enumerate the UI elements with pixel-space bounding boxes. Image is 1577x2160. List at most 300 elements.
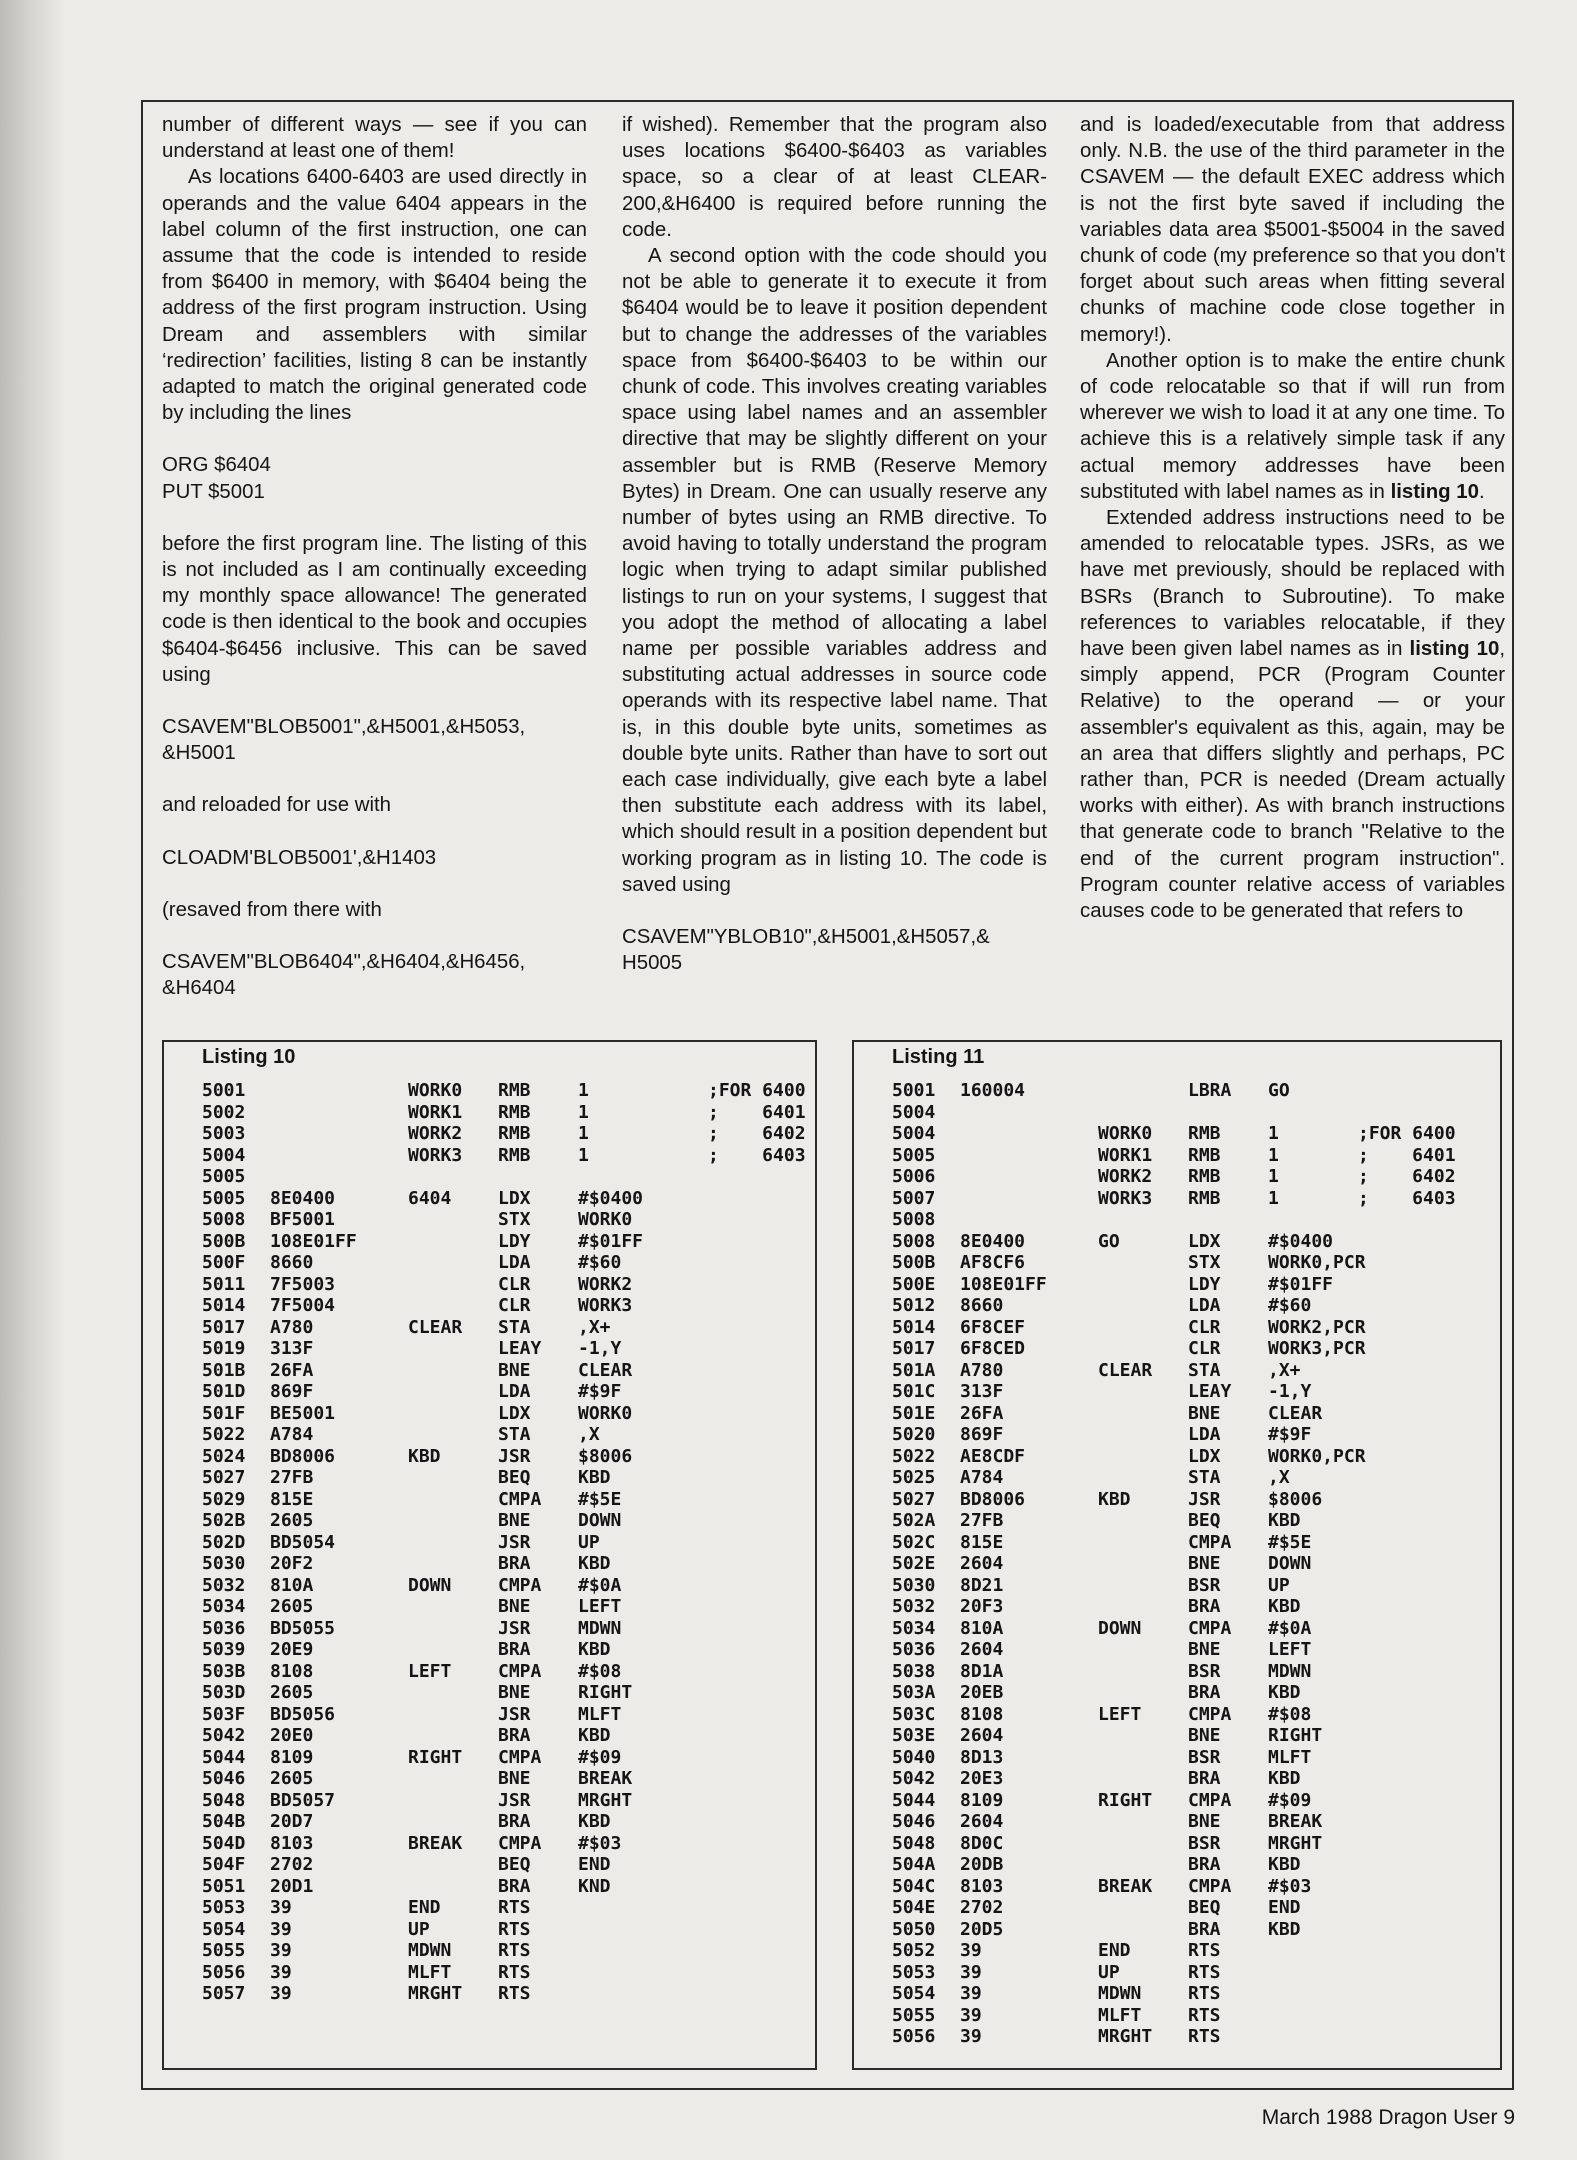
line-address: 5004 — [892, 1101, 936, 1123]
opcode: STA — [498, 1424, 531, 1445]
operand: WORK3 — [578, 1295, 633, 1316]
opcode: BSR — [1188, 1660, 1221, 1682]
operand: ,X+ — [578, 1316, 611, 1338]
object-code: 39 — [270, 1897, 292, 1918]
line-address: 504C — [892, 1875, 936, 1897]
opcode: CMPA — [498, 1488, 542, 1510]
object-code: 8D21 — [960, 1574, 1004, 1596]
line-address: 5034 — [202, 1596, 246, 1617]
opcode: BNE — [1188, 1811, 1221, 1832]
label: RIGHT — [1098, 1789, 1153, 1811]
opcode: JSR — [1188, 1488, 1221, 1510]
opcode: BRA — [1188, 1682, 1221, 1703]
object-code: 39 — [270, 1983, 292, 2004]
opcode: BNE — [498, 1596, 531, 1617]
line-address: 500E — [892, 1273, 936, 1295]
line-address: 5011 — [202, 1273, 246, 1295]
label: 6404 — [408, 1187, 452, 1209]
paragraph: As locations 6400-6403 are used directly in operands and the value 6404 appears in the label column of the first instruction, one can assume that the code is intended to reside from $6400 in memory, with $6404 being the address of the first program instruction. Using Dream and assemblers with similar ‘redirection’ facilities, listing 8 can be instantly adapted to match the original generated code by including the lines — [162, 166, 587, 425]
line-address: 501B — [202, 1359, 246, 1381]
object-code: 20F2 — [270, 1553, 314, 1574]
opcode: BEQ — [1188, 1897, 1221, 1918]
operand: MDWN — [1268, 1660, 1312, 1682]
opcode: RMB — [498, 1101, 531, 1123]
label: DOWN — [408, 1574, 452, 1596]
line-address: 5003 — [202, 1123, 246, 1144]
object-code: BD5054 — [270, 1531, 336, 1553]
opcode: RTS — [1188, 1983, 1221, 2004]
label: GO — [1098, 1230, 1120, 1252]
operand: CLEAR — [578, 1359, 633, 1381]
operand: 1 — [578, 1080, 589, 1101]
line-address: 500B — [892, 1252, 936, 1273]
operand: WORK3,PCR — [1268, 1338, 1366, 1359]
paragraph: and reloaded for use with — [162, 794, 391, 817]
opcode: LEAY — [1188, 1381, 1232, 1402]
object-code: 20D1 — [270, 1875, 314, 1897]
line-address: 5002 — [202, 1101, 246, 1123]
object-code: A780 — [270, 1316, 314, 1338]
line-address: 5040 — [892, 1746, 936, 1768]
operand: WORK2 — [578, 1273, 633, 1295]
operand: KBD — [1268, 1682, 1301, 1703]
operand: KBD — [578, 1811, 611, 1832]
opcode: LDA — [1188, 1424, 1221, 1445]
object-code: 8109 — [960, 1789, 1004, 1811]
operand: UP — [578, 1531, 600, 1553]
opcode: STX — [1188, 1252, 1221, 1273]
object-code: 160004 — [960, 1080, 1026, 1101]
object-code: 39 — [960, 1961, 982, 1983]
operand: KBD — [578, 1639, 611, 1660]
opcode: JSR — [498, 1789, 531, 1811]
line-address: 5042 — [202, 1725, 246, 1746]
opcode: CMPA — [498, 1746, 542, 1768]
line-address: 5046 — [892, 1811, 936, 1832]
opcode: RTS — [1188, 1940, 1221, 1961]
operand: #$08 — [578, 1660, 622, 1682]
object-code: 20E9 — [270, 1639, 314, 1660]
object-code: 815E — [270, 1488, 314, 1510]
object-code: 869F — [270, 1381, 314, 1402]
object-code: 20F3 — [960, 1596, 1004, 1617]
text-run: . — [1478, 480, 1485, 503]
opcode: CLR — [498, 1273, 531, 1295]
page-spine-shadow — [0, 0, 64, 2160]
object-code: 20DB — [960, 1854, 1004, 1875]
paragraph: if wished). Remember that the program also uses locations $6400-$6403 as variables space, so a clear of at least CLEAR-200,&H6400 is required before running the code. — [622, 114, 1047, 241]
comment: ; 6402 — [708, 1123, 806, 1144]
line-address: 5044 — [892, 1789, 936, 1811]
opcode: BNE — [1188, 1553, 1221, 1574]
line-address: 5025 — [892, 1467, 936, 1488]
operand: MDWN — [578, 1617, 622, 1639]
opcode: RTS — [1188, 2026, 1221, 2047]
object-code: 2604 — [960, 1639, 1004, 1660]
opcode: LDX — [498, 1187, 531, 1209]
line-address: 503A — [892, 1682, 936, 1703]
paragraph: number of different ways — see if you can understand at least one of them! — [162, 114, 587, 163]
object-code: 8D1A — [960, 1660, 1004, 1682]
operand: #$0A — [1268, 1617, 1312, 1639]
opcode: BSR — [1188, 1832, 1221, 1854]
line-address: 5056 — [892, 2026, 936, 2047]
operand: 1 — [578, 1123, 589, 1144]
operand: $8006 — [1268, 1488, 1323, 1510]
operand: #$0A — [578, 1574, 622, 1596]
line-address: 502A — [892, 1510, 936, 1531]
line-address: 5005 — [202, 1187, 246, 1209]
object-code: 39 — [960, 1940, 982, 1961]
operand: RIGHT — [578, 1682, 633, 1703]
opcode: BEQ — [498, 1467, 531, 1488]
listing-11-box — [852, 1040, 1502, 2070]
object-code: 39 — [270, 1961, 292, 1983]
operand: WORK2,PCR — [1268, 1316, 1366, 1338]
label: UP — [408, 1918, 430, 1940]
operand: #$01FF — [1268, 1273, 1334, 1295]
operand: 1 — [1268, 1187, 1279, 1209]
operand: #$9F — [1268, 1424, 1312, 1445]
object-code: BF5001 — [270, 1209, 336, 1230]
object-code: 313F — [270, 1338, 314, 1359]
opcode: BRA — [498, 1811, 531, 1832]
object-code: 7F5003 — [270, 1273, 336, 1295]
object-code: 2605 — [270, 1768, 314, 1789]
operand: WORK0,PCR — [1268, 1445, 1366, 1467]
opcode: CMPA — [1188, 1789, 1232, 1811]
line-address: 5030 — [202, 1553, 246, 1574]
label: MLFT — [408, 1961, 452, 1983]
line-address: 501A — [892, 1359, 936, 1381]
object-code: BD8006 — [960, 1488, 1026, 1510]
opcode: RMB — [498, 1123, 531, 1144]
object-code: 313F — [960, 1381, 1004, 1402]
label: RIGHT — [408, 1746, 463, 1768]
line-address: 5007 — [892, 1187, 936, 1209]
line-address: 503E — [892, 1725, 936, 1746]
operand: LEFT — [578, 1596, 622, 1617]
object-code: BD8006 — [270, 1445, 336, 1467]
object-code: 2605 — [270, 1682, 314, 1703]
opcode: CMPA — [498, 1660, 542, 1682]
label: UP — [1098, 1961, 1120, 1983]
object-code: 20E0 — [270, 1725, 314, 1746]
opcode: CLR — [1188, 1316, 1221, 1338]
object-code: 2605 — [270, 1510, 314, 1531]
label: WORK2 — [408, 1123, 463, 1144]
object-code: 39 — [960, 1983, 982, 2004]
operand: KBD — [1268, 1596, 1301, 1617]
opcode: CMPA — [1188, 1875, 1232, 1897]
line-address: 5024 — [202, 1445, 246, 1467]
operand: DOWN — [1268, 1553, 1312, 1574]
line-address: 504A — [892, 1854, 936, 1875]
object-code: 39 — [270, 1940, 292, 1961]
operand: LEFT — [1268, 1639, 1312, 1660]
opcode: CMPA — [498, 1832, 542, 1854]
line-address: 501C — [892, 1381, 936, 1402]
line-address: 503D — [202, 1682, 246, 1703]
object-code: A780 — [960, 1359, 1004, 1381]
line-address: 5055 — [202, 1940, 246, 1961]
label: DOWN — [1098, 1617, 1142, 1639]
label: CLEAR — [408, 1316, 463, 1338]
object-code: 108E01FF — [270, 1230, 357, 1252]
opcode: RTS — [1188, 1961, 1221, 1983]
bold-reference: listing 10 — [1409, 638, 1500, 661]
line-address: 502D — [202, 1531, 246, 1553]
line-address: 5057 — [202, 1983, 246, 2004]
line-address: 5051 — [202, 1875, 246, 1897]
object-code: 26FA — [270, 1359, 314, 1381]
object-code: 39 — [270, 1918, 292, 1940]
operand: #$5E — [578, 1488, 622, 1510]
operand: ,X — [578, 1424, 600, 1445]
code-line: CSAVEM"BLOB6404",&H6404,&H6456, &H6404 — [162, 951, 526, 1000]
line-address: 5039 — [202, 1639, 246, 1660]
opcode: BNE — [1188, 1639, 1221, 1660]
line-address: 5008 — [892, 1209, 936, 1230]
paragraph: A second option with the code should you not be able to generate it to execute it from $6404 would be to leave it position dependent but to change the addresses of the variables space from $6400-$6403 to be within our chunk of code. This involves creating variables space using label names and an assembler directive that may be slightly different on your assembler but is RMB (Reserve Memory Bytes) in Dream. One can usually reserve any number of bytes using an RMB directive. To avoid having to totally understand the program logic when trying to adapt similar published listings to run on your systems, I suggest that you adopt the method of allocating a label name per possible variables address and substituting actual addresses in source code operands with its respective label name. That is, in this double byte units, sometimes as double byte units. Rather than have to sort out each case individually, give each byte a label then substitute each address with its label, which should result in a position dependent but working program as in listing 10. The code is saved using — [622, 245, 1047, 896]
opcode: JSR — [498, 1445, 531, 1467]
label: MDWN — [1098, 1983, 1142, 2004]
line-address: 5008 — [892, 1230, 936, 1252]
object-code: 8660 — [960, 1295, 1004, 1316]
label: BREAK — [1098, 1875, 1153, 1897]
page-footer: March 1988 Dragon User 9 — [1261, 2106, 1515, 2129]
opcode: STX — [498, 1209, 531, 1230]
operand: GO — [1268, 1080, 1290, 1101]
opcode: LDX — [498, 1402, 531, 1424]
opcode: LDX — [1188, 1230, 1221, 1252]
line-address: 501D — [202, 1381, 246, 1402]
line-address: 5056 — [202, 1961, 246, 1983]
operand: #$9F — [578, 1381, 622, 1402]
opcode: CLR — [1188, 1338, 1221, 1359]
line-address: 504D — [202, 1832, 246, 1854]
comment: ; 6403 — [1358, 1187, 1456, 1209]
object-code: 39 — [960, 2004, 982, 2026]
opcode: STA — [1188, 1359, 1221, 1381]
opcode: CLR — [498, 1295, 531, 1316]
line-address: 504F — [202, 1854, 246, 1875]
line-address: 5001 — [892, 1080, 936, 1101]
operand: KBD — [578, 1725, 611, 1746]
line-address: 5054 — [892, 1983, 936, 2004]
line-address: 502E — [892, 1553, 936, 1574]
opcode: BRA — [1188, 1768, 1221, 1789]
object-code: 815E — [960, 1531, 1004, 1553]
opcode: BSR — [1188, 1574, 1221, 1596]
comment: ; 6403 — [708, 1144, 806, 1166]
text-column-2 — [622, 112, 1047, 1003]
line-address: 5048 — [202, 1789, 246, 1811]
opcode: LBRA — [1188, 1080, 1232, 1101]
operand: #$03 — [1268, 1875, 1312, 1897]
opcode: RTS — [498, 1918, 531, 1940]
operand: 1 — [1268, 1123, 1279, 1144]
line-address: 5032 — [892, 1596, 936, 1617]
line-address: 5036 — [892, 1639, 936, 1660]
opcode: JSR — [498, 1531, 531, 1553]
line-address: 5005 — [202, 1166, 246, 1187]
operand: END — [578, 1854, 611, 1875]
line-address: 5004 — [202, 1144, 246, 1166]
object-code: BE5001 — [270, 1402, 336, 1424]
line-address: 5027 — [202, 1467, 246, 1488]
label: WORK3 — [1098, 1187, 1153, 1209]
opcode: BNE — [498, 1682, 531, 1703]
label: LEFT — [408, 1660, 452, 1682]
label: KBD — [1098, 1488, 1131, 1510]
object-code: 26FA — [960, 1402, 1004, 1424]
operand: MLFT — [578, 1703, 622, 1725]
code-line: CSAVEM"BLOB5001",&H5001,&H5053, &H5001 — [162, 716, 526, 765]
label: CLEAR — [1098, 1359, 1153, 1381]
paragraph: (resaved from there with — [162, 898, 382, 921]
line-address: 5022 — [202, 1424, 246, 1445]
operand: 1 — [578, 1101, 589, 1123]
operand: #$09 — [578, 1746, 622, 1768]
paragraph: and is loaded/executable from that address only. N.B. the use of the third parameter in the CSAVEM — the default EXEC address which is not the first byte saved if including the variables data area $5001-$5004 in the saved chunk of code (my preference so that you don't forget about such areas when fitting several chunks of machine code close together in memory!). — [1080, 114, 1505, 346]
object-code: 2604 — [960, 1725, 1004, 1746]
operand: 1 — [1268, 1166, 1279, 1187]
operand: WORK0,PCR — [1268, 1252, 1366, 1273]
code-line: CSAVEM"YBLOB10",&H5001,&H5057,& H5005 — [622, 926, 990, 975]
object-code: 2604 — [960, 1811, 1004, 1832]
object-code: 8108 — [270, 1660, 314, 1682]
opcode: CMPA — [498, 1574, 542, 1596]
opcode: BRA — [1188, 1854, 1221, 1875]
opcode: BEQ — [1188, 1510, 1221, 1531]
opcode: RTS — [498, 1940, 531, 1961]
label: END — [408, 1897, 441, 1918]
object-code: 2702 — [960, 1897, 1004, 1918]
object-code: 810A — [960, 1617, 1004, 1639]
opcode: BRA — [498, 1639, 531, 1660]
line-address: 5053 — [202, 1897, 246, 1918]
operand: #$0400 — [1268, 1230, 1334, 1252]
line-address: 5042 — [892, 1768, 936, 1789]
opcode: LDY — [498, 1230, 531, 1252]
line-address: 503C — [892, 1703, 936, 1725]
opcode: BNE — [1188, 1402, 1221, 1424]
opcode: RMB — [1188, 1123, 1221, 1144]
operand: 1 — [1268, 1144, 1279, 1166]
listing-title: Listing 10 — [202, 1046, 296, 1068]
opcode: BNE — [498, 1510, 531, 1531]
object-code: 8109 — [270, 1746, 314, 1768]
operand: KBD — [1268, 1768, 1301, 1789]
listing-title: Listing 11 — [892, 1046, 985, 1068]
opcode: LDA — [1188, 1295, 1221, 1316]
opcode: LDA — [498, 1381, 531, 1402]
operand: BREAK — [1268, 1811, 1323, 1832]
opcode: BEQ — [498, 1854, 531, 1875]
code-line: CLOADM'BLOB5001',&H1403 — [162, 846, 437, 869]
object-code: 108E01FF — [960, 1273, 1047, 1295]
line-address: 502B — [202, 1510, 246, 1531]
opcode: RTS — [1188, 2004, 1221, 2026]
line-address: 5038 — [892, 1660, 936, 1682]
operand: MLFT — [1268, 1746, 1312, 1768]
object-code: 27FB — [960, 1510, 1004, 1531]
operand: #$5E — [1268, 1531, 1312, 1553]
line-address: 503F — [202, 1703, 246, 1725]
line-address: 503B — [202, 1660, 246, 1682]
comment: ;FOR 6400 — [1358, 1123, 1456, 1144]
line-address: 5004 — [892, 1123, 936, 1144]
operand: KBD — [1268, 1854, 1301, 1875]
object-code: 6F8CEF — [960, 1316, 1026, 1338]
opcode: BRA — [1188, 1596, 1221, 1617]
object-code: 2702 — [270, 1854, 314, 1875]
label: WORK2 — [1098, 1166, 1153, 1187]
operand: ,X+ — [1268, 1359, 1301, 1381]
line-address: 502C — [892, 1531, 936, 1553]
line-address: 5053 — [892, 1961, 936, 1983]
opcode: LDA — [498, 1252, 531, 1273]
line-address: 5046 — [202, 1768, 246, 1789]
line-address: 5014 — [202, 1295, 246, 1316]
line-address: 5055 — [892, 2004, 936, 2026]
opcode: BRA — [498, 1553, 531, 1574]
label: WORK0 — [408, 1080, 463, 1101]
opcode: RTS — [498, 1983, 531, 2004]
comment: ; 6401 — [1358, 1144, 1456, 1166]
operand: KND — [578, 1875, 611, 1897]
paragraph: before the first program line. The listing of this is not included as I am continually exceeding my monthly space allowance! The generated code is then identical to the book and occupies $6404-$6456 inclusive. This can be saved using — [162, 532, 587, 686]
object-code: 2605 — [270, 1596, 314, 1617]
label: LEFT — [1098, 1703, 1142, 1725]
line-address: 5017 — [892, 1338, 936, 1359]
operand: KBD — [1268, 1918, 1301, 1940]
line-address: 5052 — [892, 1940, 936, 1961]
opcode: BNE — [498, 1768, 531, 1789]
line-address: 5020 — [892, 1424, 936, 1445]
label: BREAK — [408, 1832, 463, 1854]
code-line: ORG $6404 — [162, 454, 271, 477]
operand: KBD — [578, 1467, 611, 1488]
line-address: 5030 — [892, 1574, 936, 1596]
line-address: 500B — [202, 1230, 246, 1252]
object-code: BD5055 — [270, 1617, 336, 1639]
line-address: 5029 — [202, 1488, 246, 1510]
line-address: 5050 — [892, 1918, 936, 1940]
object-code: BD5057 — [270, 1789, 336, 1811]
operand: 1 — [578, 1144, 589, 1166]
opcode: RTS — [498, 1961, 531, 1983]
line-address: 5044 — [202, 1746, 246, 1768]
opcode: RMB — [1188, 1187, 1221, 1209]
object-code: 8D13 — [960, 1746, 1004, 1768]
opcode: CMPA — [1188, 1703, 1232, 1725]
operand: #$03 — [578, 1832, 622, 1854]
label: WORK0 — [1098, 1123, 1153, 1144]
opcode: BRA — [498, 1725, 531, 1746]
operand: -1,Y — [578, 1338, 622, 1359]
object-code: 20D7 — [270, 1811, 314, 1832]
line-address: 5005 — [892, 1144, 936, 1166]
opcode: RMB — [498, 1080, 531, 1101]
operand: END — [1268, 1897, 1301, 1918]
opcode: RMB — [1188, 1166, 1221, 1187]
object-code: 6F8CED — [960, 1338, 1026, 1359]
opcode: BNE — [498, 1359, 531, 1381]
label: MDWN — [408, 1940, 452, 1961]
object-code: 20D5 — [960, 1918, 1004, 1940]
